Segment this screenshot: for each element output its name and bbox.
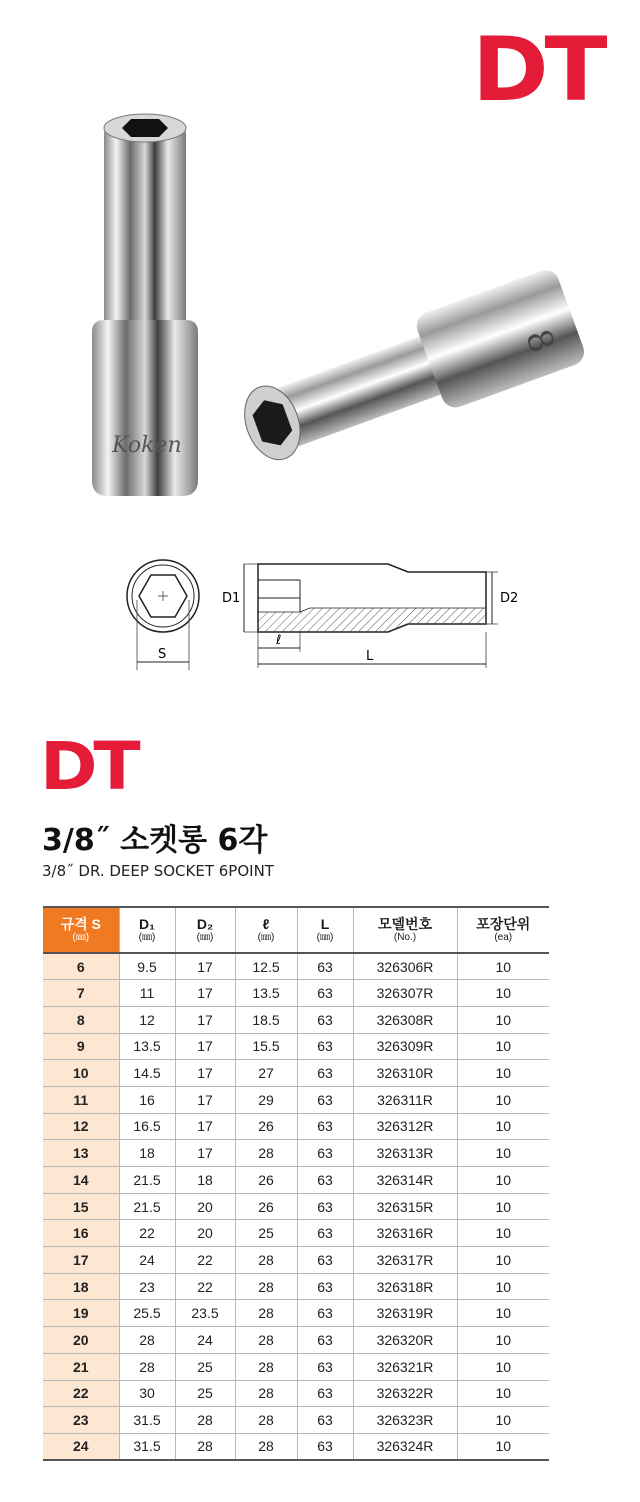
header-unit: (㎜) — [196, 931, 214, 943]
header-label: 규격 S — [60, 915, 101, 932]
table-body — [43, 953, 549, 1460]
cell-d2: 25 — [175, 1380, 235, 1407]
cell-model-no: 326307R — [353, 980, 457, 1007]
cell-d2: 23.5 — [175, 1300, 235, 1327]
cell-d1: 16 — [119, 1086, 175, 1113]
cell-d2: 28 — [175, 1433, 235, 1460]
product-title: 3/8˝ 소켓롱 6각 — [42, 823, 268, 858]
cell-l-small: 28 — [235, 1407, 297, 1434]
header-l-small — [235, 907, 297, 953]
table-row — [43, 1433, 549, 1460]
cell-l: 63 — [297, 1247, 353, 1274]
cell-model-no: 326308R — [353, 1006, 457, 1033]
cell-size: 23 — [43, 1407, 119, 1434]
cell-l-small: 26 — [235, 1113, 297, 1140]
cell-model-no: 326309R — [353, 1033, 457, 1060]
cell-pack-unit: 10 — [457, 1193, 549, 1220]
header-d1 — [119, 907, 175, 953]
cell-l: 63 — [297, 1220, 353, 1247]
cell-size: 16 — [43, 1220, 119, 1247]
cell-d2: 20 — [175, 1220, 235, 1247]
cell-model-no: 326321R — [353, 1353, 457, 1380]
cell-d2: 17 — [175, 1006, 235, 1033]
cell-l: 63 — [297, 1273, 353, 1300]
socket-lying — [230, 266, 587, 478]
header-label: L — [320, 915, 330, 932]
cell-d2: 17 — [175, 1060, 235, 1087]
cell-d1: 12 — [119, 1006, 175, 1033]
cell-size: 19 — [43, 1300, 119, 1327]
cell-l-small: 28 — [235, 1353, 297, 1380]
cell-l: 63 — [297, 1353, 353, 1380]
cell-size: 13 — [43, 1140, 119, 1167]
cell-d1: 23 — [119, 1273, 175, 1300]
cell-size: 11 — [43, 1086, 119, 1113]
cell-l: 63 — [297, 1300, 353, 1327]
cell-l-small: 15.5 — [235, 1033, 297, 1060]
cell-l-small: 13.5 — [235, 980, 297, 1007]
cell-l: 63 — [297, 1380, 353, 1407]
header-size — [43, 907, 119, 953]
cell-l-small: 26 — [235, 1167, 297, 1194]
header-model-no — [353, 907, 457, 953]
cell-model-no: 326306R — [353, 953, 457, 980]
header-pack-unit — [457, 907, 549, 953]
cell-pack-unit: 10 — [457, 1140, 549, 1167]
cell-l-small: 25 — [235, 1220, 297, 1247]
cell-d2: 24 — [175, 1327, 235, 1354]
cell-pack-unit: 10 — [457, 953, 549, 980]
cell-d2: 17 — [175, 980, 235, 1007]
cell-l-small: 28 — [235, 1273, 297, 1300]
cell-pack-unit: 10 — [457, 1220, 549, 1247]
cell-d1: 24 — [119, 1247, 175, 1274]
header-label: D₂ — [196, 915, 214, 932]
cell-l: 63 — [297, 953, 353, 980]
table-row — [43, 1033, 549, 1060]
cell-d1: 16.5 — [119, 1113, 175, 1140]
cell-d1: 22 — [119, 1220, 175, 1247]
cell-model-no: 326311R — [353, 1086, 457, 1113]
cell-size: 21 — [43, 1353, 119, 1380]
header-unit: (㎜) — [138, 931, 156, 943]
table-row — [43, 1113, 549, 1140]
cell-pack-unit: 10 — [457, 1113, 549, 1140]
cell-d1: 9.5 — [119, 953, 175, 980]
label-d1: D1 — [222, 591, 241, 606]
cell-l: 63 — [297, 1060, 353, 1087]
cell-l-small: 28 — [235, 1247, 297, 1274]
table-row — [43, 1193, 549, 1220]
cell-d1: 21.5 — [119, 1193, 175, 1220]
cell-d1: 13.5 — [119, 1033, 175, 1060]
cell-d2: 18 — [175, 1167, 235, 1194]
table-row — [43, 1247, 549, 1274]
cell-size: 10 — [43, 1060, 119, 1087]
cell-size: 22 — [43, 1380, 119, 1407]
product-subtitle: 3/8˝ DR. DEEP SOCKET 6POINT — [42, 862, 274, 880]
header-label: D₁ — [139, 915, 155, 932]
table-row — [43, 953, 549, 980]
cell-d2: 17 — [175, 1113, 235, 1140]
product-photo — [0, 100, 640, 540]
cell-pack-unit: 10 — [457, 1167, 549, 1194]
label-d2: D2 — [500, 591, 519, 606]
cell-l-small: 29 — [235, 1086, 297, 1113]
socket-size-marking: 8 — [517, 324, 563, 359]
cell-l-small: 28 — [235, 1380, 297, 1407]
cell-d2: 25 — [175, 1353, 235, 1380]
cell-model-no: 326324R — [353, 1433, 457, 1460]
cell-l: 63 — [297, 1086, 353, 1113]
cell-d1: 28 — [119, 1327, 175, 1354]
cell-d2: 22 — [175, 1273, 235, 1300]
table-row — [43, 1060, 549, 1087]
cell-size: 6 — [43, 953, 119, 980]
header-label: 모델번호 — [377, 915, 433, 932]
cell-l: 63 — [297, 1167, 353, 1194]
cell-model-no: 326323R — [353, 1407, 457, 1434]
cell-l-small: 28 — [235, 1300, 297, 1327]
header-unit: (㎜) — [72, 931, 90, 943]
header-unit: (㎜) — [316, 931, 334, 943]
cell-l-small: 18.5 — [235, 1006, 297, 1033]
cell-l-small: 28 — [235, 1327, 297, 1354]
cell-pack-unit: 10 — [457, 1247, 549, 1274]
header-unit: (No.) — [393, 931, 417, 943]
label-l-total: L — [366, 649, 374, 664]
cell-pack-unit: 10 — [457, 1060, 549, 1087]
cell-pack-unit: 10 — [457, 1300, 549, 1327]
table-row — [43, 1140, 549, 1167]
header-unit: (ea) — [494, 931, 513, 943]
brand-mark-standing: Koken — [112, 433, 182, 458]
table-row — [43, 1353, 549, 1380]
cell-l-small: 12.5 — [235, 953, 297, 980]
cell-d2: 28 — [175, 1407, 235, 1434]
cell-pack-unit: 10 — [457, 1086, 549, 1113]
dimension-drawing — [0, 540, 640, 690]
cell-d2: 22 — [175, 1247, 235, 1274]
cell-pack-unit: 10 — [457, 1273, 549, 1300]
cell-size: 7 — [43, 980, 119, 1007]
cell-d1: 21.5 — [119, 1167, 175, 1194]
cell-d1: 18 — [119, 1140, 175, 1167]
cell-size: 18 — [43, 1273, 119, 1300]
header-d2 — [175, 907, 235, 953]
cell-model-no: 326313R — [353, 1140, 457, 1167]
cell-d2: 17 — [175, 953, 235, 980]
socket-standing — [92, 114, 198, 496]
table-row — [43, 1086, 549, 1113]
cell-pack-unit: 10 — [457, 1407, 549, 1434]
cell-model-no: 326310R — [353, 1060, 457, 1087]
end-view — [127, 560, 199, 670]
cell-d1: 31.5 — [119, 1433, 175, 1460]
cell-pack-unit: 10 — [457, 1327, 549, 1354]
cell-d1: 11 — [119, 980, 175, 1007]
cell-model-no: 326312R — [353, 1113, 457, 1140]
cell-l: 63 — [297, 980, 353, 1007]
cell-model-no: 326315R — [353, 1193, 457, 1220]
cell-d2: 17 — [175, 1086, 235, 1113]
cell-size: 12 — [43, 1113, 119, 1140]
cell-l-small: 28 — [235, 1433, 297, 1460]
cell-size: 14 — [43, 1167, 119, 1194]
table-row — [43, 980, 549, 1007]
header-l — [297, 907, 353, 953]
cell-size: 20 — [43, 1327, 119, 1354]
cell-l: 63 — [297, 1407, 353, 1434]
side-view — [222, 564, 518, 668]
table-row — [43, 1407, 549, 1434]
spec-table — [43, 906, 549, 1461]
cell-size: 17 — [43, 1247, 119, 1274]
header-unit: (㎜) — [257, 931, 275, 943]
cell-l: 63 — [297, 1433, 353, 1460]
cell-pack-unit: 10 — [457, 1433, 549, 1460]
cell-size: 15 — [43, 1193, 119, 1220]
cell-d1: 14.5 — [119, 1060, 175, 1087]
cell-pack-unit: 10 — [457, 1353, 549, 1380]
brand-logo-top: DT — [472, 18, 604, 121]
table-row — [43, 1006, 549, 1033]
cell-d1: 30 — [119, 1380, 175, 1407]
cell-d2: 17 — [175, 1033, 235, 1060]
cell-l: 63 — [297, 1006, 353, 1033]
cell-pack-unit: 10 — [457, 1006, 549, 1033]
cell-l: 63 — [297, 1113, 353, 1140]
cell-pack-unit: 10 — [457, 980, 549, 1007]
label-s: S — [158, 647, 167, 662]
cell-d1: 31.5 — [119, 1407, 175, 1434]
table-row — [43, 1327, 549, 1354]
cell-size: 24 — [43, 1433, 119, 1460]
cell-model-no: 326322R — [353, 1380, 457, 1407]
table-header-row — [43, 907, 549, 953]
table-row — [43, 1273, 549, 1300]
cell-l-small: 27 — [235, 1060, 297, 1087]
header-label: ℓ — [262, 915, 270, 932]
cell-l: 63 — [297, 1327, 353, 1354]
cell-size: 8 — [43, 1006, 119, 1033]
cell-model-no: 326316R — [353, 1220, 457, 1247]
cell-model-no: 326319R — [353, 1300, 457, 1327]
cell-pack-unit: 10 — [457, 1380, 549, 1407]
header-label: 포장단위 — [476, 915, 531, 932]
cell-model-no: 326317R — [353, 1247, 457, 1274]
cell-d2: 17 — [175, 1140, 235, 1167]
cell-d1: 25.5 — [119, 1300, 175, 1327]
table-row — [43, 1220, 549, 1247]
cell-l: 63 — [297, 1140, 353, 1167]
cell-model-no: 326318R — [353, 1273, 457, 1300]
cell-l-small: 26 — [235, 1193, 297, 1220]
cell-size: 9 — [43, 1033, 119, 1060]
cell-model-no: 326320R — [353, 1327, 457, 1354]
cell-l-small: 28 — [235, 1140, 297, 1167]
cell-pack-unit: 10 — [457, 1033, 549, 1060]
table-row — [43, 1300, 549, 1327]
cell-d1: 28 — [119, 1353, 175, 1380]
label-l-small: ℓ — [276, 633, 282, 648]
table-row — [43, 1167, 549, 1194]
cell-model-no: 326314R — [353, 1167, 457, 1194]
table-row — [43, 1380, 549, 1407]
cell-d2: 20 — [175, 1193, 235, 1220]
cell-l: 63 — [297, 1193, 353, 1220]
cell-l: 63 — [297, 1033, 353, 1060]
brand-logo-main: DT — [40, 728, 137, 805]
